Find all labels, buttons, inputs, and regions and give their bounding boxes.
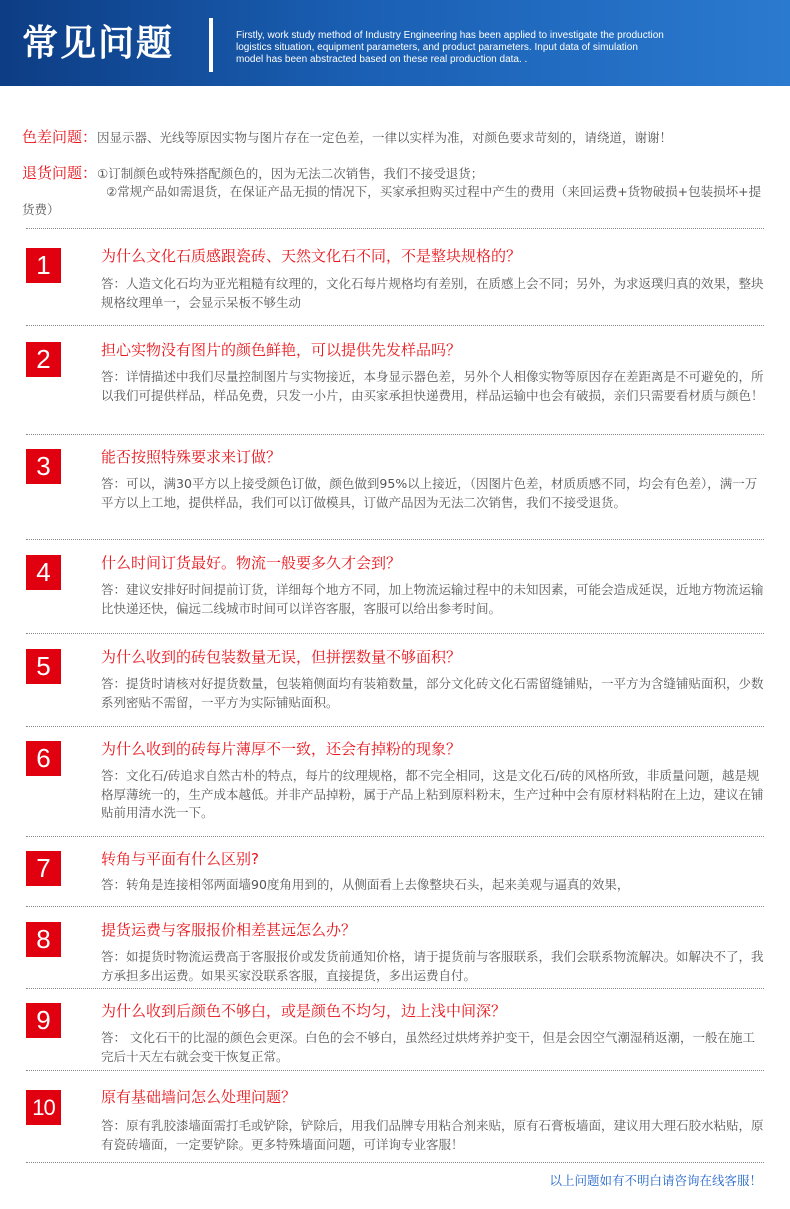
returns-line2: ②常规产品如需退货，在保证产品无损的情况下，买家承担购买过程中产生的费用（来回运费+货物破损+包装损坏+提货费）	[22, 184, 762, 217]
faq-question: 担心实物没有图片的颜色鲜艳，可以提供先发样品吗？	[101, 341, 462, 359]
faq-answer: 答：原有乳胶漆墙面需打毛或铲除，铲除后，用我们品牌专用粘合剂来贴，原有石膏板墙面，建议用大理石胶水粘贴，原有瓷砖墙面，一定要铲除。更多特殊墙面问题，可详询专业客服！	[101, 1118, 764, 1152]
faq-number-badge: 4	[26, 555, 61, 590]
color-diff-label: 色差问题：	[22, 128, 98, 146]
returns-line1: ①订制颜色或特殊搭配颜色的，因为无法二次销售，我们不接受退货；	[97, 166, 484, 181]
faq-number-badge: 1	[26, 248, 61, 283]
faq-question: 为什么收到的砖包装数量无误，但拼摆数量不够面积？	[101, 648, 462, 666]
faq-answer: 答：提货时请核对好提货数量，包装箱侧面均有装箱数量，部分文化砖文化石需留缝铺贴，一平方为含缝铺贴面积，少数系列密贴不需留，一平方为实际铺贴面积。	[101, 676, 764, 710]
divider	[26, 633, 764, 634]
header-banner	[0, 0, 790, 86]
divider	[26, 726, 764, 727]
faq-number-badge: 2	[26, 342, 61, 377]
divider	[26, 228, 764, 229]
faq-answer: 答：文化石/砖追求自然古朴的特点，每片的纹理规格，都不完全相同，这是文化石/砖的风格所致，非质量问题，越是规格厚薄统一的，生产成本越低。并非产品掉粉，属于产品上粘到原料粉末，生产过种中会有原材料粘附在上边，建议在铺贴前用清水洗一下。	[101, 768, 764, 820]
divider	[26, 836, 764, 837]
faq-question: 提货运费与客服报价相差甚远怎么办？	[101, 921, 357, 939]
faq-answer: 答：可以，满30平方以上接受颜色订做，颜色做到95%以上接近，（因图片色差，材质质感不同，均会有色差），满一万平方以上工地，提供样品，我们可以订做模具，订做产品因为无法二次销售，我们不接受退货。	[101, 476, 758, 510]
faq-question: 能否按照特殊要求来订做？	[101, 448, 282, 466]
faq-question: 为什么收到的砖每片薄厚不一致，还会有掉粉的现象？	[101, 740, 462, 758]
footer-note: 以上问题如有不明白请咨询在线客服！	[549, 1173, 762, 1188]
faq-number-badge: 7	[26, 851, 61, 886]
faq-answer: 答：如提货时物流运费高于客服报价或发货前通知价格，请于提货前与客服联系，我们会联系物流解决。如解决不了，我方承担多出运费。如果买家没联系客服，直接提货，多出运费自付。	[101, 949, 764, 983]
divider	[26, 325, 764, 326]
returns-notice	[22, 164, 770, 219]
faq-answer: 答：人造文化石均为亚光粗糙有纹理的，文化石每片规格均有差别，在质感上会不同；另外，为求返璞归真的效果，整块规格纹理单一，会显示呆板不够生动	[101, 276, 764, 310]
faq-answer: 答：详情描述中我们尽量控制图片与实物接近，本身显示器色差，另外个人相像实物等原因存在差距离是不可避免的，所以我们可提供样品，样品免费，只发一小片，由买家承担快递费用，样品运输中也会有破损，亲们只需要看材质与颜色！	[101, 369, 764, 403]
faq-answer: 答： 文化石干的比湿的颜色会更深。白色的会不够白，虽然经过烘烤养护变干，但是会因空气潮湿稍返潮，一般在施工完后十天左右就会变干恢复正常。	[101, 1030, 755, 1064]
color-diff-text: 因显示器、光线等原因实物与图片存在一定色差，一律以实样为准，对颜色要求苛刻的，请绕道，谢谢！	[97, 130, 673, 145]
faq-question: 原有基础墙问怎么处理问题？	[101, 1088, 297, 1106]
page-title: 常见问题	[22, 23, 175, 64]
divider	[26, 539, 764, 540]
color-diff-notice	[22, 128, 770, 147]
faq-number-badge: 10	[26, 1090, 61, 1125]
faq-question: 为什么文化石质感跟瓷砖、天然文化石不同，不是整块规格的？	[101, 247, 522, 265]
faq-number-badge: 6	[26, 741, 61, 776]
divider	[26, 1070, 764, 1071]
faq-question: 什么时间订货最好。物流一般要多久才会到？	[101, 554, 402, 572]
faq-number-badge: 8	[26, 922, 61, 957]
divider	[26, 1162, 764, 1163]
faq-number-badge: 5	[26, 649, 61, 684]
header-divider	[209, 18, 213, 72]
faq-answer: 答：建议安排好时间提前订货，详细每个地方不同，加上物流运输过程中的未知因素，可能会造成延误，近地方物流运输比快递还快，偏远二线城市时间可以详咨客服，客服可以给出参考时间。	[101, 582, 764, 616]
returns-label: 退货问题：	[22, 164, 98, 182]
faq-number-badge: 9	[26, 1003, 61, 1038]
faq-number-badge: 3	[26, 449, 61, 484]
header-subtitle: Firstly, work study method of Industry Engineering has been applied to investigate the production logistics situation, equipment parameters, and product parameters. Input data of simulation model has been abstracted based on these real production data. .	[236, 30, 664, 65]
faq-question: 为什么收到后颜色不够白，或是颜色不均匀，边上浅中间深？	[101, 1002, 507, 1020]
divider	[26, 434, 764, 435]
divider	[26, 988, 764, 989]
faq-answer: 答：转角是连接相邻两面墙90度角用到的，从侧面看上去像整块石头，起来美观与逼真的效果，	[101, 877, 630, 892]
divider	[26, 906, 764, 907]
faq-question: 转角与平面有什么区别?	[101, 850, 259, 868]
